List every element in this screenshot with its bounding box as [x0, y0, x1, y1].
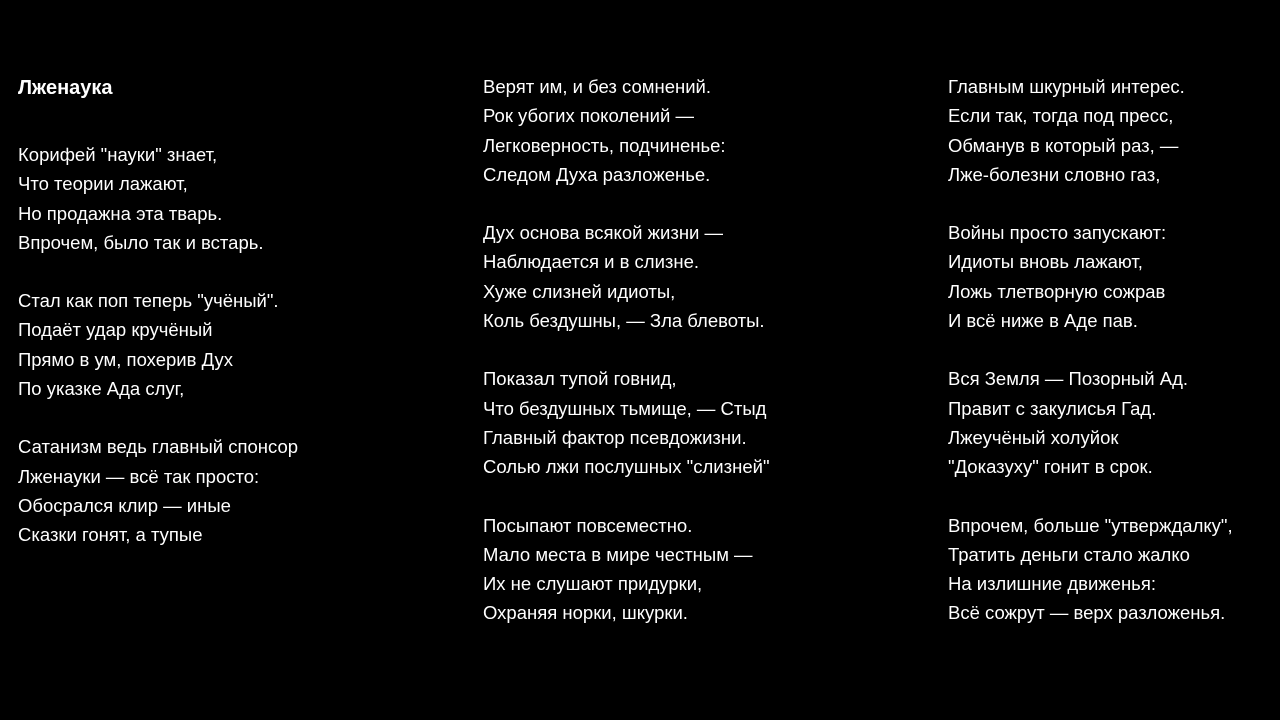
poem-line: Идиоты вновь лажают,	[948, 251, 1143, 273]
poem-line: Их не слушают придурки,	[483, 573, 703, 595]
poem-line: Главным шкурный интерес.	[948, 76, 1185, 97]
poem-line: Хуже слизней идиоты,	[483, 280, 676, 302]
poem-line: Лженауки — всё так просто:	[18, 465, 260, 487]
stanza	[948, 72, 1233, 189]
poem-line: И всё ниже в Аде пав.	[948, 310, 1138, 332]
poem-line: Сатанизм ведь главный спонсор	[18, 436, 299, 458]
poem-line: Рок убогих поколений —	[483, 105, 694, 127]
poem-line: Охраняя норки, шкурки.	[483, 602, 688, 624]
stanza	[483, 511, 770, 628]
stanza	[483, 364, 770, 481]
poem-line: Если так, тогда под пресс,	[948, 105, 1174, 127]
poem-line: Солью лжи послушных "слизней"	[483, 456, 770, 478]
poem-line: Наблюдается и в слизне.	[483, 251, 700, 273]
poem-title: Лженаука	[18, 77, 113, 99]
poem-line: По указке Ада слуг,	[18, 378, 185, 400]
poem-line: Подаёт удар кручёный	[18, 319, 213, 341]
poem-line: Вся Земля — Позорный Ад.	[948, 368, 1189, 390]
poem-line: Стал как поп теперь "учёный".	[18, 290, 279, 312]
poem-line: Корифей "науки" знает,	[18, 144, 218, 165]
poem-line: Лже-болезни словно газ,	[948, 163, 1161, 185]
poem-line: Обманув в который раз, —	[948, 134, 1179, 156]
poem-line: Дух основа всякой жизни —	[483, 222, 724, 244]
poem-line: Легковерность, подчиненье:	[483, 134, 726, 156]
stanza	[948, 364, 1233, 481]
poem-line: Тратить деньги стало жалко	[948, 543, 1190, 565]
poem-line: Правит с закулисья Гад.	[948, 397, 1157, 419]
stanza	[483, 72, 770, 189]
poem-line: Ложь тлетворную сожрав	[948, 280, 1166, 302]
poem-line: Посыпают повсеместно.	[483, 514, 693, 536]
poem-line: Но продажна эта тварь.	[18, 202, 223, 224]
poem-line: Мало места в мире честным —	[483, 543, 753, 565]
poem-line: Прямо в ум, похерив Дух	[18, 348, 234, 370]
poem-line: Что теории лажают,	[18, 173, 188, 195]
poem-line: Показал тупой говнид,	[483, 368, 677, 390]
stanza	[948, 511, 1233, 628]
poem-line: Сказки гонят, а тупые	[18, 524, 203, 546]
poem-line: Войны просто запускают:	[948, 222, 1167, 244]
poem-line: Всё сожрут — верх разложенья.	[948, 602, 1226, 624]
poem-line: Лжеучёный холуйок	[948, 426, 1119, 448]
poem-column-3	[948, 72, 1233, 657]
poem-line: Обосрался клир — иные	[18, 494, 231, 516]
stanza	[18, 140, 298, 257]
stanza	[18, 286, 298, 403]
stanza	[948, 218, 1233, 335]
poem-line: Что бездушных тьмище, — Стыд	[483, 397, 767, 419]
stanza	[18, 432, 298, 549]
poem-line: Главный фактор псевдожизни.	[483, 426, 747, 448]
poem-column-1	[18, 72, 298, 579]
stanza	[483, 218, 770, 335]
poem-line: Следом Духа разложенье.	[483, 163, 711, 185]
poem-line: Впрочем, было так и встарь.	[18, 231, 264, 253]
poem-line: "Доказуху" гонит в срок.	[948, 456, 1153, 478]
poem-line: Впрочем, больше "утверждалку",	[948, 514, 1233, 536]
poem-line: Коль бездушны, — Зла блевоты.	[483, 310, 765, 332]
poem-line: Верят им, и без сомнений.	[483, 76, 712, 97]
poem-line: На излишние движенья:	[948, 573, 1156, 595]
poem-column-2	[483, 72, 770, 657]
